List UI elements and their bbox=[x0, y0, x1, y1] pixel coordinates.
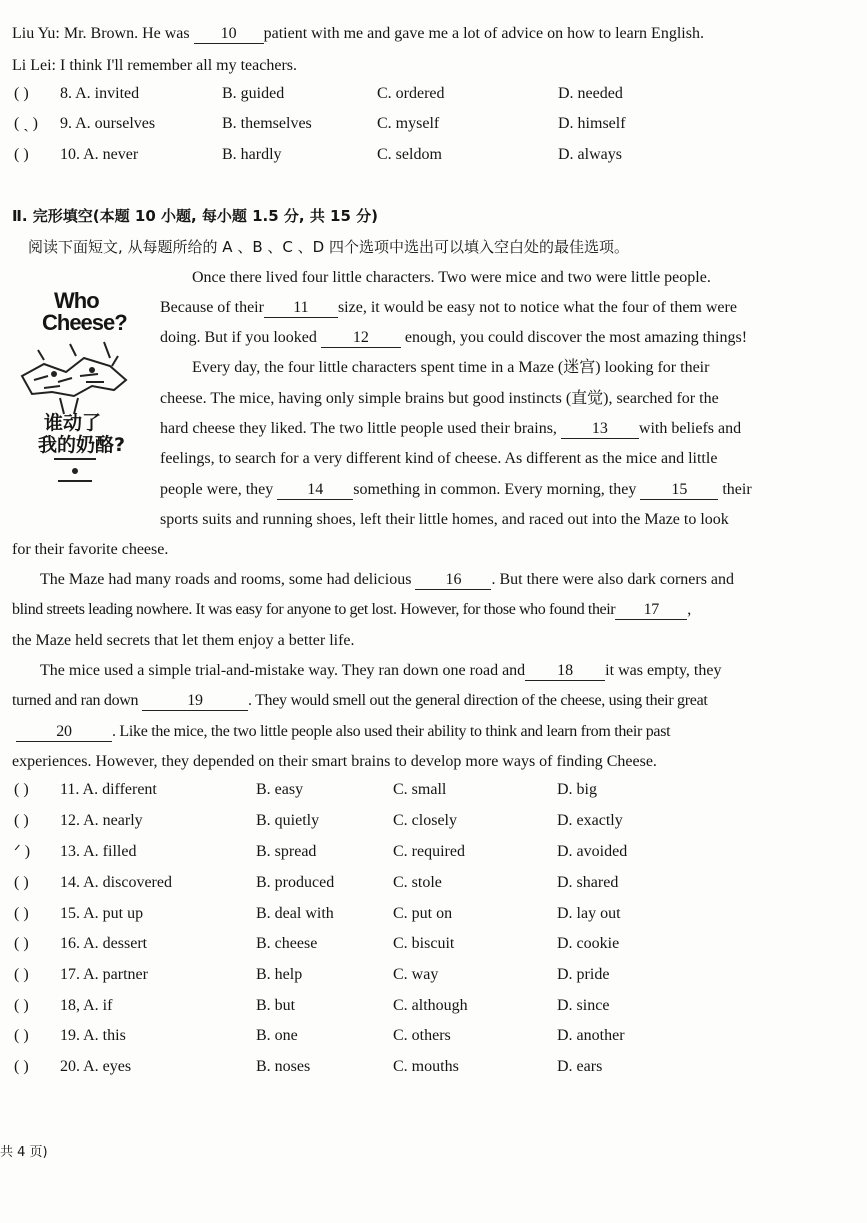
passage-text: The mice used a simple trial-and-mistake way. They ran down one road and bbox=[40, 662, 526, 679]
answer-bracket: ( ) bbox=[14, 85, 29, 102]
blank-18: 18 bbox=[525, 662, 605, 681]
option-a: 14. A. discovered bbox=[60, 874, 172, 891]
option-d: D. since bbox=[557, 997, 610, 1014]
option-b: B. guided bbox=[222, 85, 285, 102]
option-b: B. one bbox=[256, 1027, 298, 1044]
option-c: C. ordered bbox=[377, 85, 445, 102]
passage-text: doing. But if you looked bbox=[160, 329, 317, 346]
option-c: C. others bbox=[393, 1027, 451, 1044]
option-c: C. put on bbox=[393, 905, 453, 922]
blank-13: 13 bbox=[561, 420, 639, 439]
passage-line: Once there lived four little characters. Two were mice and two were little people. bbox=[192, 269, 711, 286]
passage-line: for their favorite cheese. bbox=[12, 541, 169, 558]
passage-line bbox=[40, 661, 721, 681]
passage-line bbox=[12, 691, 708, 711]
page-footer: 共 4 页) bbox=[0, 1145, 48, 1160]
option-b: B. produced bbox=[256, 874, 335, 891]
option-a: 9. A. ourselves bbox=[60, 115, 156, 132]
cheese-illustration bbox=[14, 336, 134, 416]
blank-10: 10 bbox=[194, 25, 264, 44]
blank-20: 20 bbox=[16, 723, 112, 742]
answer-bracket: ᐟ ) bbox=[14, 843, 31, 860]
option-b: B. hardly bbox=[222, 146, 282, 163]
option-c: C. although bbox=[393, 997, 468, 1014]
logo-rule bbox=[58, 480, 92, 482]
option-b: B. easy bbox=[256, 781, 304, 798]
passage-text: , bbox=[687, 601, 691, 618]
dialogue-line-2: Li Lei: I think I'll remember all my teachers. bbox=[12, 57, 297, 74]
option-a: 11. A. different bbox=[60, 781, 157, 798]
option-a: 20. A. eyes bbox=[60, 1058, 132, 1075]
passage-line bbox=[40, 570, 734, 590]
option-c: C. mouths bbox=[393, 1058, 459, 1075]
option-a: 8. A. invited bbox=[60, 85, 140, 102]
answer-bracket: ( ˎ ) bbox=[14, 115, 38, 132]
option-c: C. biscuit bbox=[393, 935, 455, 952]
blank-17: 17 bbox=[615, 601, 687, 620]
answer-bracket: ( ) bbox=[14, 146, 29, 163]
logo-text: Cheese? bbox=[42, 310, 127, 335]
option-a: 13. A. filled bbox=[60, 843, 137, 860]
passage-text: enough, you could discover the most amazing things! bbox=[404, 329, 748, 346]
passage-line: experiences. However, they depended on their smart brains to develop more ways of finding Cheese. bbox=[12, 753, 657, 770]
logo-rule bbox=[54, 458, 96, 460]
option-b: B. help bbox=[256, 966, 303, 983]
passage-text: blind streets leading nowhere. It was easy for anyone to get lost. However, for those who found their bbox=[12, 601, 616, 618]
answer-bracket: ( ) bbox=[14, 1058, 29, 1075]
passage-text: The Maze had many roads and rooms, some had delicious bbox=[40, 571, 412, 588]
option-a: 15. A. put up bbox=[60, 905, 144, 922]
passage-line: Every day, the four little characters spent time in a Maze (迷宫) looking for their bbox=[192, 359, 710, 376]
option-a: 18, A. if bbox=[60, 997, 113, 1014]
option-a: 17. A. partner bbox=[60, 966, 148, 983]
passage-text: . But there were also dark corners and bbox=[491, 571, 735, 588]
option-d: D. pride bbox=[557, 966, 610, 983]
blank-19: 19 bbox=[142, 692, 248, 711]
option-c: C. seldom bbox=[377, 146, 442, 163]
passage-line: feelings, to search for a very different kind of cheese. As different as the mice and little bbox=[160, 450, 718, 467]
section-instruction: 阅读下面短文, 从每题所给的 A 、B 、C 、D 四个选项中选出可以填入空白处的最佳选项。 bbox=[28, 238, 629, 256]
passage-line bbox=[160, 419, 741, 439]
blank-12: 12 bbox=[321, 329, 401, 348]
blank-14: 14 bbox=[277, 481, 353, 500]
option-b: B. noses bbox=[256, 1058, 311, 1075]
answer-bracket: ( ) bbox=[14, 905, 29, 922]
option-d: D. himself bbox=[558, 115, 626, 132]
answer-bracket: ( ) bbox=[14, 781, 29, 798]
option-d: D. another bbox=[557, 1027, 625, 1044]
who-moved-my-cheese-logo bbox=[14, 286, 134, 496]
passage-text: Because of their bbox=[160, 299, 264, 316]
answer-bracket: ( ) bbox=[14, 966, 29, 983]
option-a: 19. A. this bbox=[60, 1027, 126, 1044]
passage-text: turned and ran down bbox=[12, 692, 139, 709]
passage-line bbox=[160, 480, 752, 500]
option-d: D. big bbox=[557, 781, 597, 798]
option-b: B. cheese bbox=[256, 935, 318, 952]
option-d: D. cookie bbox=[557, 935, 620, 952]
blank-11: 11 bbox=[264, 299, 338, 318]
answer-bracket: ( ) bbox=[14, 874, 29, 891]
passage-line bbox=[160, 298, 737, 318]
passage-line bbox=[16, 722, 670, 742]
option-a: 16. A. dessert bbox=[60, 935, 148, 952]
option-c: C. closely bbox=[393, 812, 457, 829]
option-d: D. ears bbox=[557, 1058, 603, 1075]
option-a: 12. A. nearly bbox=[60, 812, 143, 829]
option-d: D. always bbox=[558, 146, 622, 163]
passage-line: cheese. The mice, having only simple brains but good instincts (直觉), searched for the bbox=[160, 390, 719, 407]
option-c: C. stole bbox=[393, 874, 442, 891]
option-d: D. shared bbox=[557, 874, 619, 891]
passage-text: . They would smell out the general direction of the cheese, using their great bbox=[247, 692, 708, 709]
option-b: B. but bbox=[256, 997, 296, 1014]
passage-line: the Maze held secrets that let them enjoy a better life. bbox=[12, 632, 355, 649]
answer-bracket: ( ) bbox=[14, 935, 29, 952]
logo-dot bbox=[72, 468, 78, 474]
option-b: B. quietly bbox=[256, 812, 320, 829]
option-c: C. required bbox=[393, 843, 465, 860]
passage-text: size, it would be easy not to notice what the four of them were bbox=[337, 299, 737, 316]
option-d: D. avoided bbox=[557, 843, 628, 860]
section-heading: Ⅱ. 完形填空(本题 10 小题, 每小题 1.5 分, 共 15 分) bbox=[12, 207, 379, 225]
passage-text: . Like the mice, the two little people also used their ability to think and learn from their past bbox=[112, 723, 671, 740]
passage-line bbox=[160, 328, 747, 348]
option-d: D. lay out bbox=[557, 905, 621, 922]
dialogue-text: Liu Yu: Mr. Brown. He was bbox=[12, 25, 190, 42]
passage-text: it was empty, they bbox=[605, 662, 722, 679]
option-b: B. themselves bbox=[222, 115, 312, 132]
option-c: C. myself bbox=[377, 115, 440, 132]
option-d: D. needed bbox=[558, 85, 623, 102]
option-d: D. exactly bbox=[557, 812, 623, 829]
passage-text: with beliefs and bbox=[638, 420, 742, 437]
option-c: C. way bbox=[393, 966, 439, 983]
logo-text: Who bbox=[54, 288, 99, 313]
passage-line: sports suits and running shoes, left their little homes, and raced out into the Maze to look bbox=[160, 511, 729, 528]
logo-text: 我的奶酪? bbox=[38, 434, 126, 456]
passage-text: hard cheese they liked. The two little people used their brains, bbox=[160, 420, 557, 437]
blank-15: 15 bbox=[640, 481, 718, 500]
option-a: 10. A. never bbox=[60, 146, 139, 163]
passage-text: their bbox=[722, 481, 752, 498]
logo-text: 谁动了 bbox=[44, 412, 102, 434]
dialogue-text: patient with me and gave me a lot of advice on how to learn English. bbox=[263, 25, 704, 42]
passage-text: people were, they bbox=[160, 481, 274, 498]
dialogue-line-1 bbox=[12, 24, 704, 44]
passage-line bbox=[12, 600, 691, 620]
answer-bracket: ( ) bbox=[14, 1027, 29, 1044]
answer-bracket: ( ) bbox=[14, 812, 29, 829]
blank-16: 16 bbox=[415, 571, 491, 590]
option-b: B. spread bbox=[256, 843, 317, 860]
passage-text: something in common. Every morning, they bbox=[353, 481, 637, 498]
option-c: C. small bbox=[393, 781, 447, 798]
option-b: B. deal with bbox=[256, 905, 334, 922]
answer-bracket: ( ) bbox=[14, 997, 29, 1014]
